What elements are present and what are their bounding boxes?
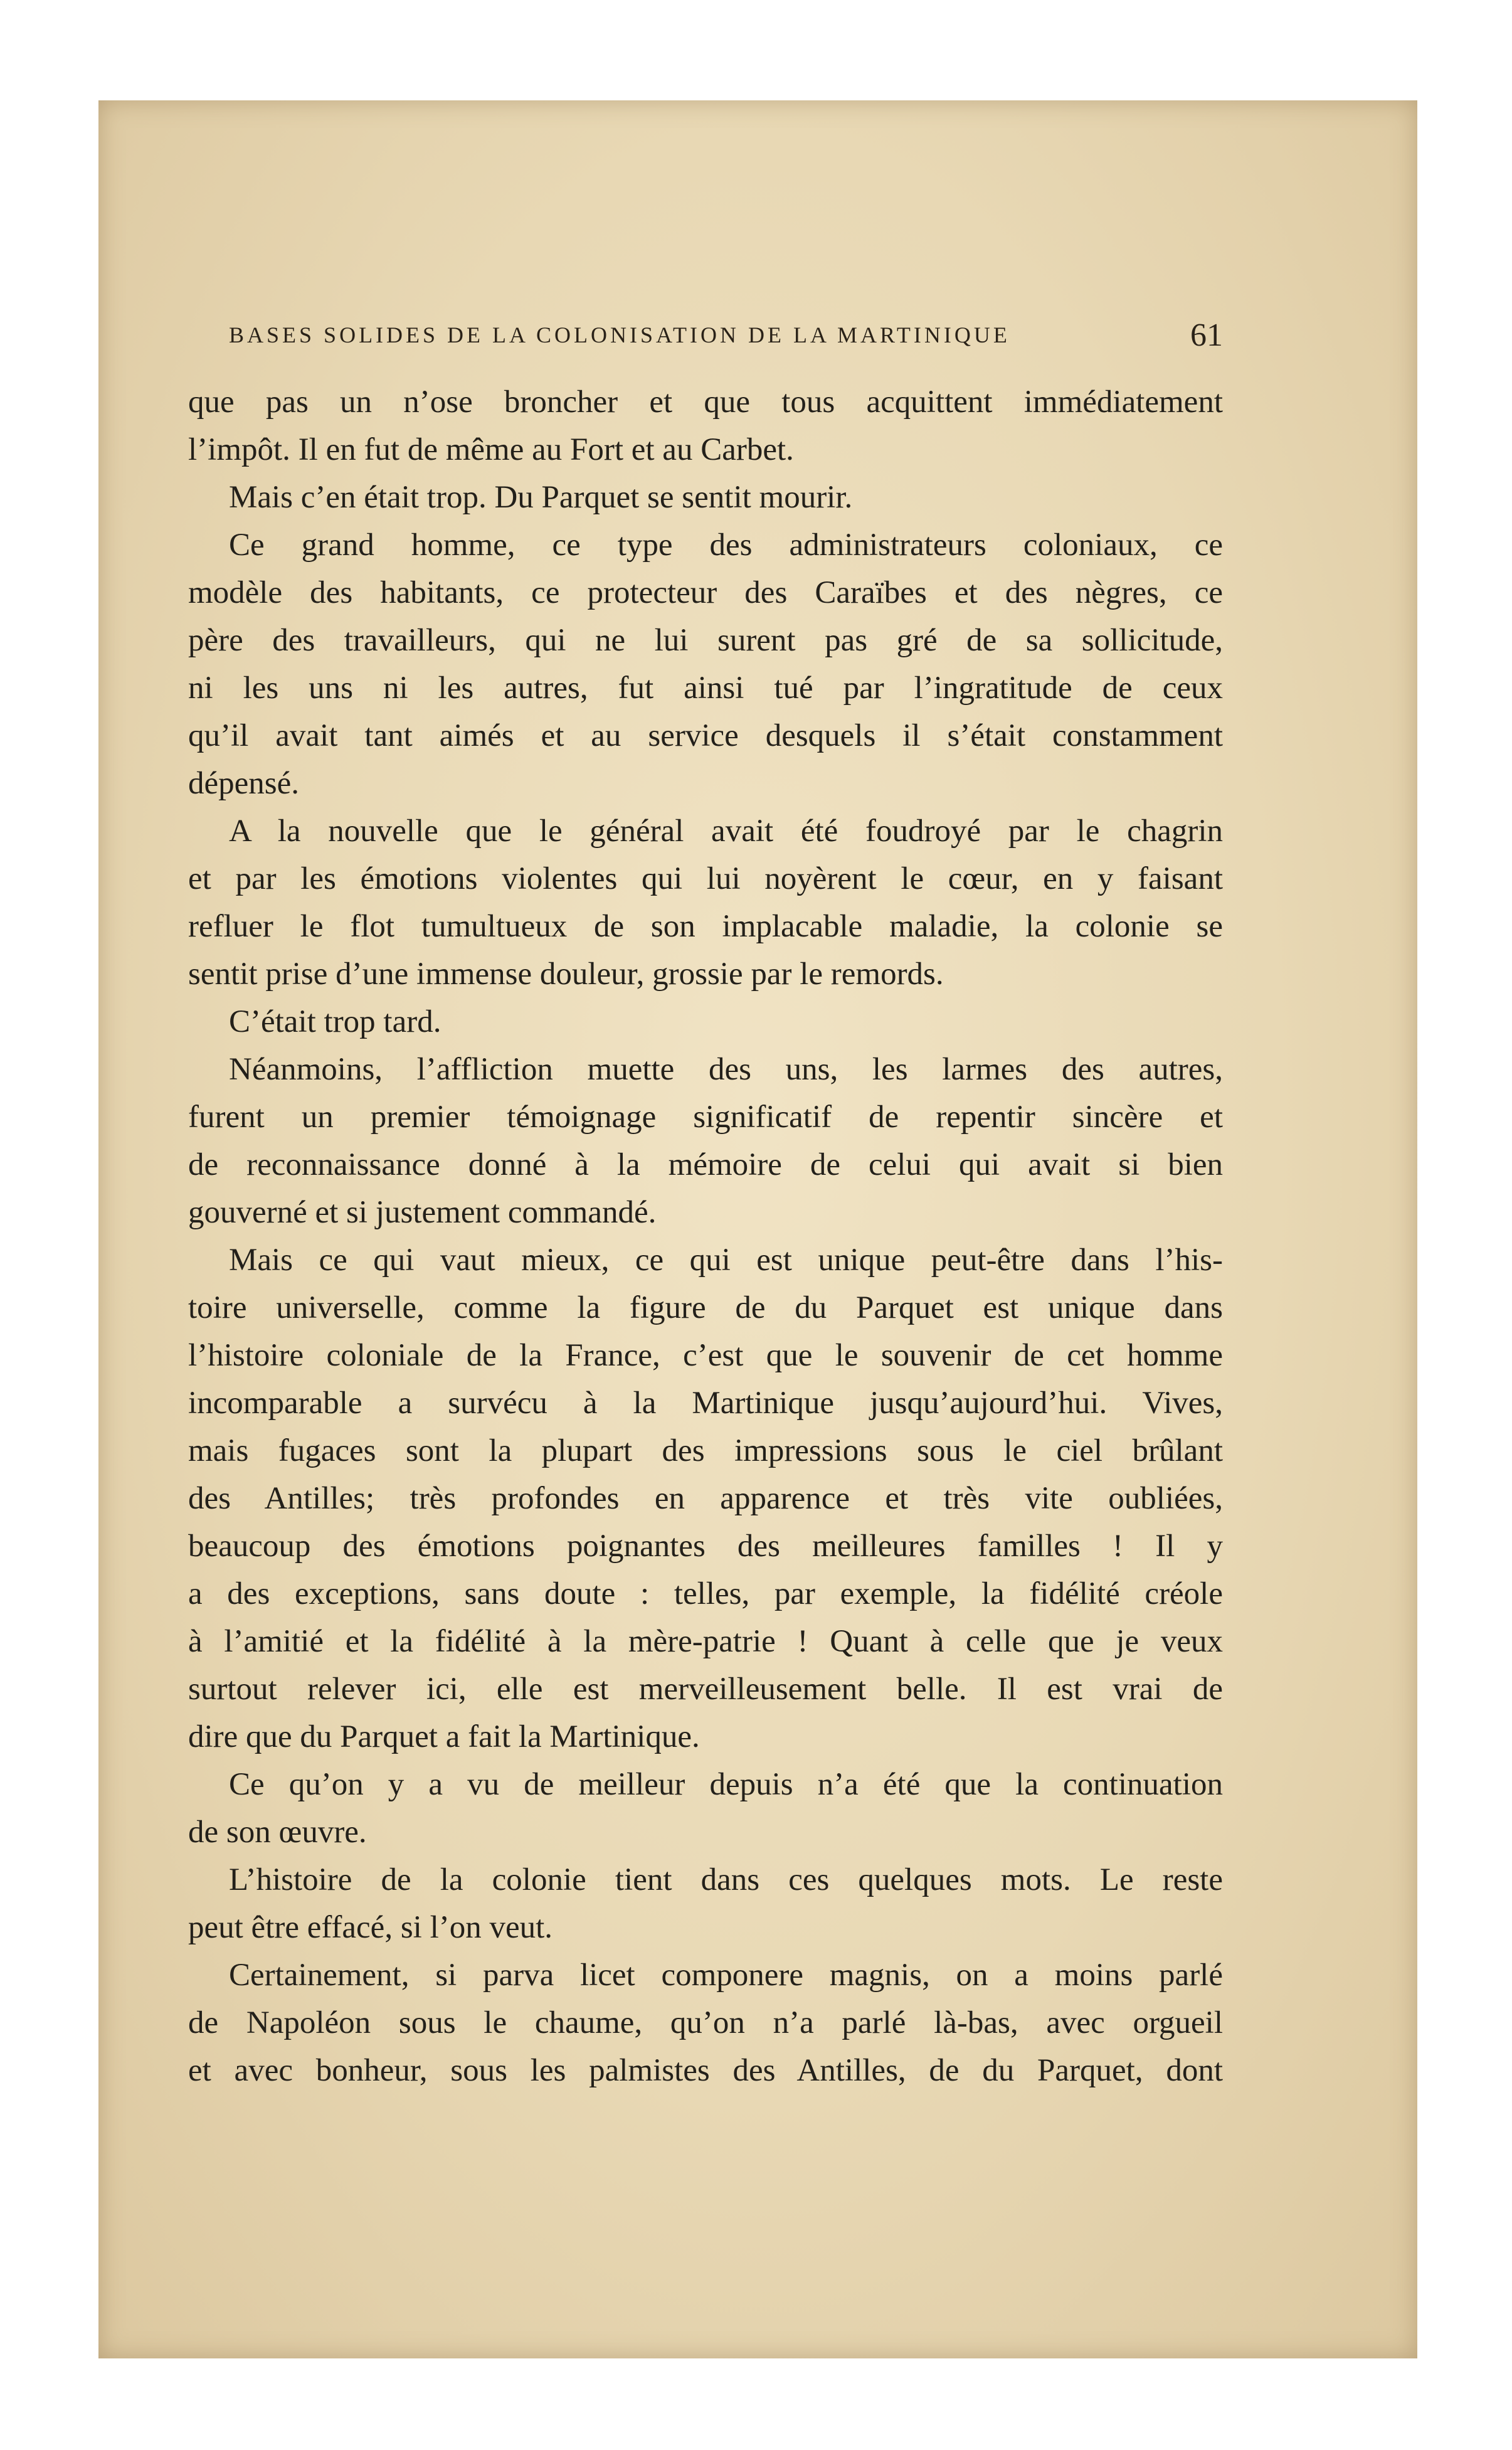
text-line: de reconnaissance donné à la mémoire de celui qui avait si bien [188,1147,1223,1182]
text-line: Ce qu’on y a vu de meilleur depuis n’a été que la continuation [229,1767,1223,1802]
text-line: et avec bonheur, sous les palmistes des Antilles, de du Parquet, dont [188,2053,1223,2088]
running-head: BASES SOLIDES DE LA COLONISATION DE LA MARTINIQUE [229,322,1010,347]
text-line: surtout relever ici, elle est merveilleusement belle. Il est vrai de [188,1672,1223,1707]
text-line: que pas un n’ose broncher et que tous acquittent immédiatement [188,384,1223,420]
text-line: a des exceptions, sans doute : telles, par exemple, la fidélité créole [188,1576,1223,1611]
text-line: Mais ce qui vaut mieux, ce qui est unique peut-être dans l’his- [229,1243,1223,1278]
text-line: Mais c’en était trop. Du Parquet se sentit mourir. [229,480,853,515]
text-line: peut être effacé, si l’on veut. [188,1910,553,1945]
text-line: l’impôt. Il en fut de même au Fort et au Carbet. [188,432,794,467]
text-line: gouverné et si justement commandé. [188,1195,657,1230]
text-line: furent un premier témoignage significatif de repentir sincère et [188,1100,1223,1135]
text-line: A la nouvelle que le général avait été foudroyé par le chagrin [229,814,1223,849]
text-line: qu’il avait tant aimés et au service desquels il s’était constamment [188,718,1223,753]
text-line: sentit prise d’une immense douleur, grossie par le remords. [188,957,944,992]
text-line: refluer le flot tumultueux de son implacable maladie, la colonie se [188,909,1223,944]
text-line: toire universelle, comme la figure de du Parquet est unique dans [188,1290,1223,1325]
text-line: L’histoire de la colonie tient dans ces quelques mots. Le reste [229,1862,1223,1897]
text-line: dire que du Parquet a fait la Martinique. [188,1719,700,1754]
body-text [188,378,1223,2094]
text-line: modèle des habitants, ce protecteur des Caraïbes et des nègres, ce [188,575,1223,610]
text-line: de Napoléon sous le chaume, qu’on n’a parlé là-bas, avec orgueil [188,2005,1223,2040]
text-line: beaucoup des émotions poignantes des meilleures familles ! Il y [188,1529,1223,1564]
text-line: de son œuvre. [188,1815,367,1850]
text-line: Certainement, si parva licet componere magnis, on a moins parlé [229,1958,1223,1993]
text-line: dépensé. [188,766,300,801]
text-line: l’histoire coloniale de la France, c’est que le souvenir de cet homme [188,1338,1223,1373]
text-line: Néanmoins, l’affliction muette des uns, les larmes des autres, [229,1052,1223,1087]
text-line: ni les uns ni les autres, fut ainsi tué par l’ingratitude de ceux [188,671,1223,706]
text-line: Ce grand homme, ce type des administrateurs coloniaux, ce [229,528,1223,563]
text-line: des Antilles; très profondes en apparence et très vite oubliées, [188,1481,1223,1516]
text-line: à l’amitié et la fidélité à la mère-patrie ! Quant à celle que je veux [188,1624,1223,1659]
text-line: mais fugaces sont la plupart des impressions sous le ciel brûlant [188,1433,1223,1468]
text-line: incomparable a survécu à la Martinique jusqu’aujourd’hui. Vives, [188,1386,1223,1421]
page-header [229,317,1223,361]
page-number: 61 [1190,317,1223,353]
text-line: et par les émotions violentes qui lui noyèrent le cœur, en y faisant [188,861,1223,896]
text-line: C’était trop tard. [229,1004,441,1039]
text-line: père des travailleurs, qui ne lui surent pas gré de sa sollicitude, [188,623,1223,658]
